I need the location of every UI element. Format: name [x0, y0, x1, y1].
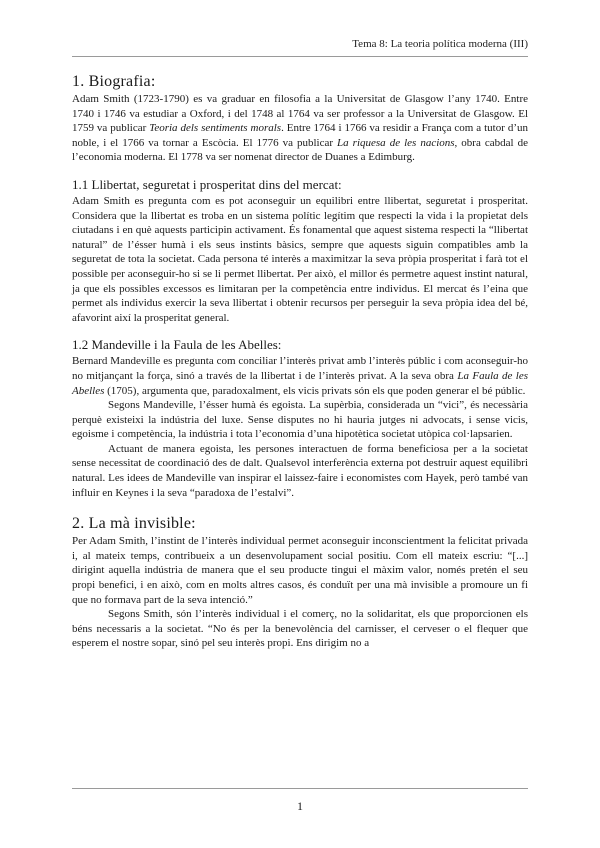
book-title-riquesa: La riquesa de les nacions	[337, 136, 455, 149]
header-rule	[72, 56, 528, 57]
text-run: Bernard Mandeville es pregunta com conciliar l’interès privat amb l’interès públic i com aconseguir-ho no mitjançant la força, sinó a través de la llibertat i de l’interès privat. A la seva obra	[72, 355, 528, 382]
paragraph-llibertat: Adam Smith es pregunta com es pot aconseguir un equilibri entre llibertat, seguretat i prosperitat. Considera que la llibertat es troba en un sistema polític legítim que respecti la vida i la propietat dels ciutadans i en què aquests participin activament. És fonamental que aquest sistema respecti la “llibertat natural” de l’ésser humà i els seus instints bàsics, sempre que aquests siguin compatibles amb la seguretat de tota la societat. Cada persona té interès a maximitzar la seva pròpia prosperitat i farà tot el possible per aconseguir-ho si se li permet llibertat. Per això, el millor és permetre aquest instint natural, ja que els possibles excessos es limitaran per la competència entre individus. El mercat és l’eina que permet als individus exercir la seva llibertat i obtenir recursos per perseguir la seva pròpia idea del bé, afavorint així la prosperitat general.	[72, 194, 528, 324]
paragraph-mandeville-3: Actuant de manera egoista, les persones interactuen de forma beneficiosa per a la societat sense necessitat de coordinació des de dalt. Qualsevol interferència externa pot destruir aquest equilibri natural. Les idees de Mandeville van inspirar el laissez-faire i economistes com Hayek, però també van influir en Keynes i la seva “paradoxa de l’estalvi”.	[72, 442, 528, 499]
page-content	[72, 66, 528, 651]
paragraph-ma-invisible-2: Segons Smith, són l’interès individual i el comerç, no la solidaritat, els que proporcionen els béns necessaris a la societat. “No és per la benevolència del carnisser, el cerveser o el flequer que esperem el nostre sopar, sinó pel seu interès propi. Ens dirigim no a	[72, 608, 528, 650]
section-title-ma-invisible: 2. La mà invisible:	[72, 515, 196, 533]
text-run: . Entre 1764 i 1766 va residir a França com a tutor d’un noble, i el 1766 va tornar a Escòcia. El 1776 va publicar	[72, 122, 528, 149]
section-title-biografia: 1. Biografia:	[72, 73, 156, 90]
paragraph-mandeville-1	[72, 354, 528, 398]
book-title-teoria: Teoria dels sentiments morals	[149, 122, 282, 135]
section-title-mandeville: 1.2 Mandeville i la Faula de les Abelles:	[72, 337, 282, 353]
section-title-llibertat: 1.1 Llibertat, seguretat i prosperitat dins del mercat:	[72, 176, 342, 192]
paragraph-biografia	[72, 92, 528, 165]
running-header: Tema 8: La teoria política moderna (III)	[352, 38, 528, 50]
footer-rule	[72, 788, 528, 789]
book-title-faula: La Faula de les Abelles	[72, 369, 528, 397]
text-run: (1705), argumenta que, paradoxalment, els vicis privats són els que poden generar el bé públic.	[104, 384, 526, 397]
page-number: 1	[297, 799, 303, 813]
text-run: , obra cabdal de l’economia moderna. El 1778 va ser nomenat director de Duanes a Edimburg.	[72, 136, 528, 164]
paragraph-ma-invisible-1: Per Adam Smith, l’instint de l’interès individual permet aconseguir inconscientment la felicitat privada i, al mateix temps, contribueix a un desenvolupament social positiu. Com ell mateix escriu: “[...] dirigint aquella indústria de manera que el seu producte tingui el màxim valor, només pretén el seu propi benefici, i en això, com en molts altres casos, és conduït per una mà invisible a promoure un fi que no formava part de la seva intenció.”	[72, 535, 528, 606]
paragraph-mandeville-2: Segons Mandeville, l’ésser humà és egoista. La supèrbia, considerada un “vici”, és necessària perquè existeixi la indústria del luxe. Sense disputes no hi hauria jutges ni advocats, i sense vicis, egoisme i competència, la indústria i tota l’economia d’una hipotètica societat utòpica col·lapsarien.	[72, 399, 528, 441]
text-run: Adam Smith (1723-1790) es va graduar en filosofia a la Universitat de Glasgow l’any 1740. Entre 1740 i 1746 va estudiar a Oxford, i del 1748 al 1764 va ser professor a la Universitat de Glasgow. El 1759 va publicar	[72, 93, 528, 135]
